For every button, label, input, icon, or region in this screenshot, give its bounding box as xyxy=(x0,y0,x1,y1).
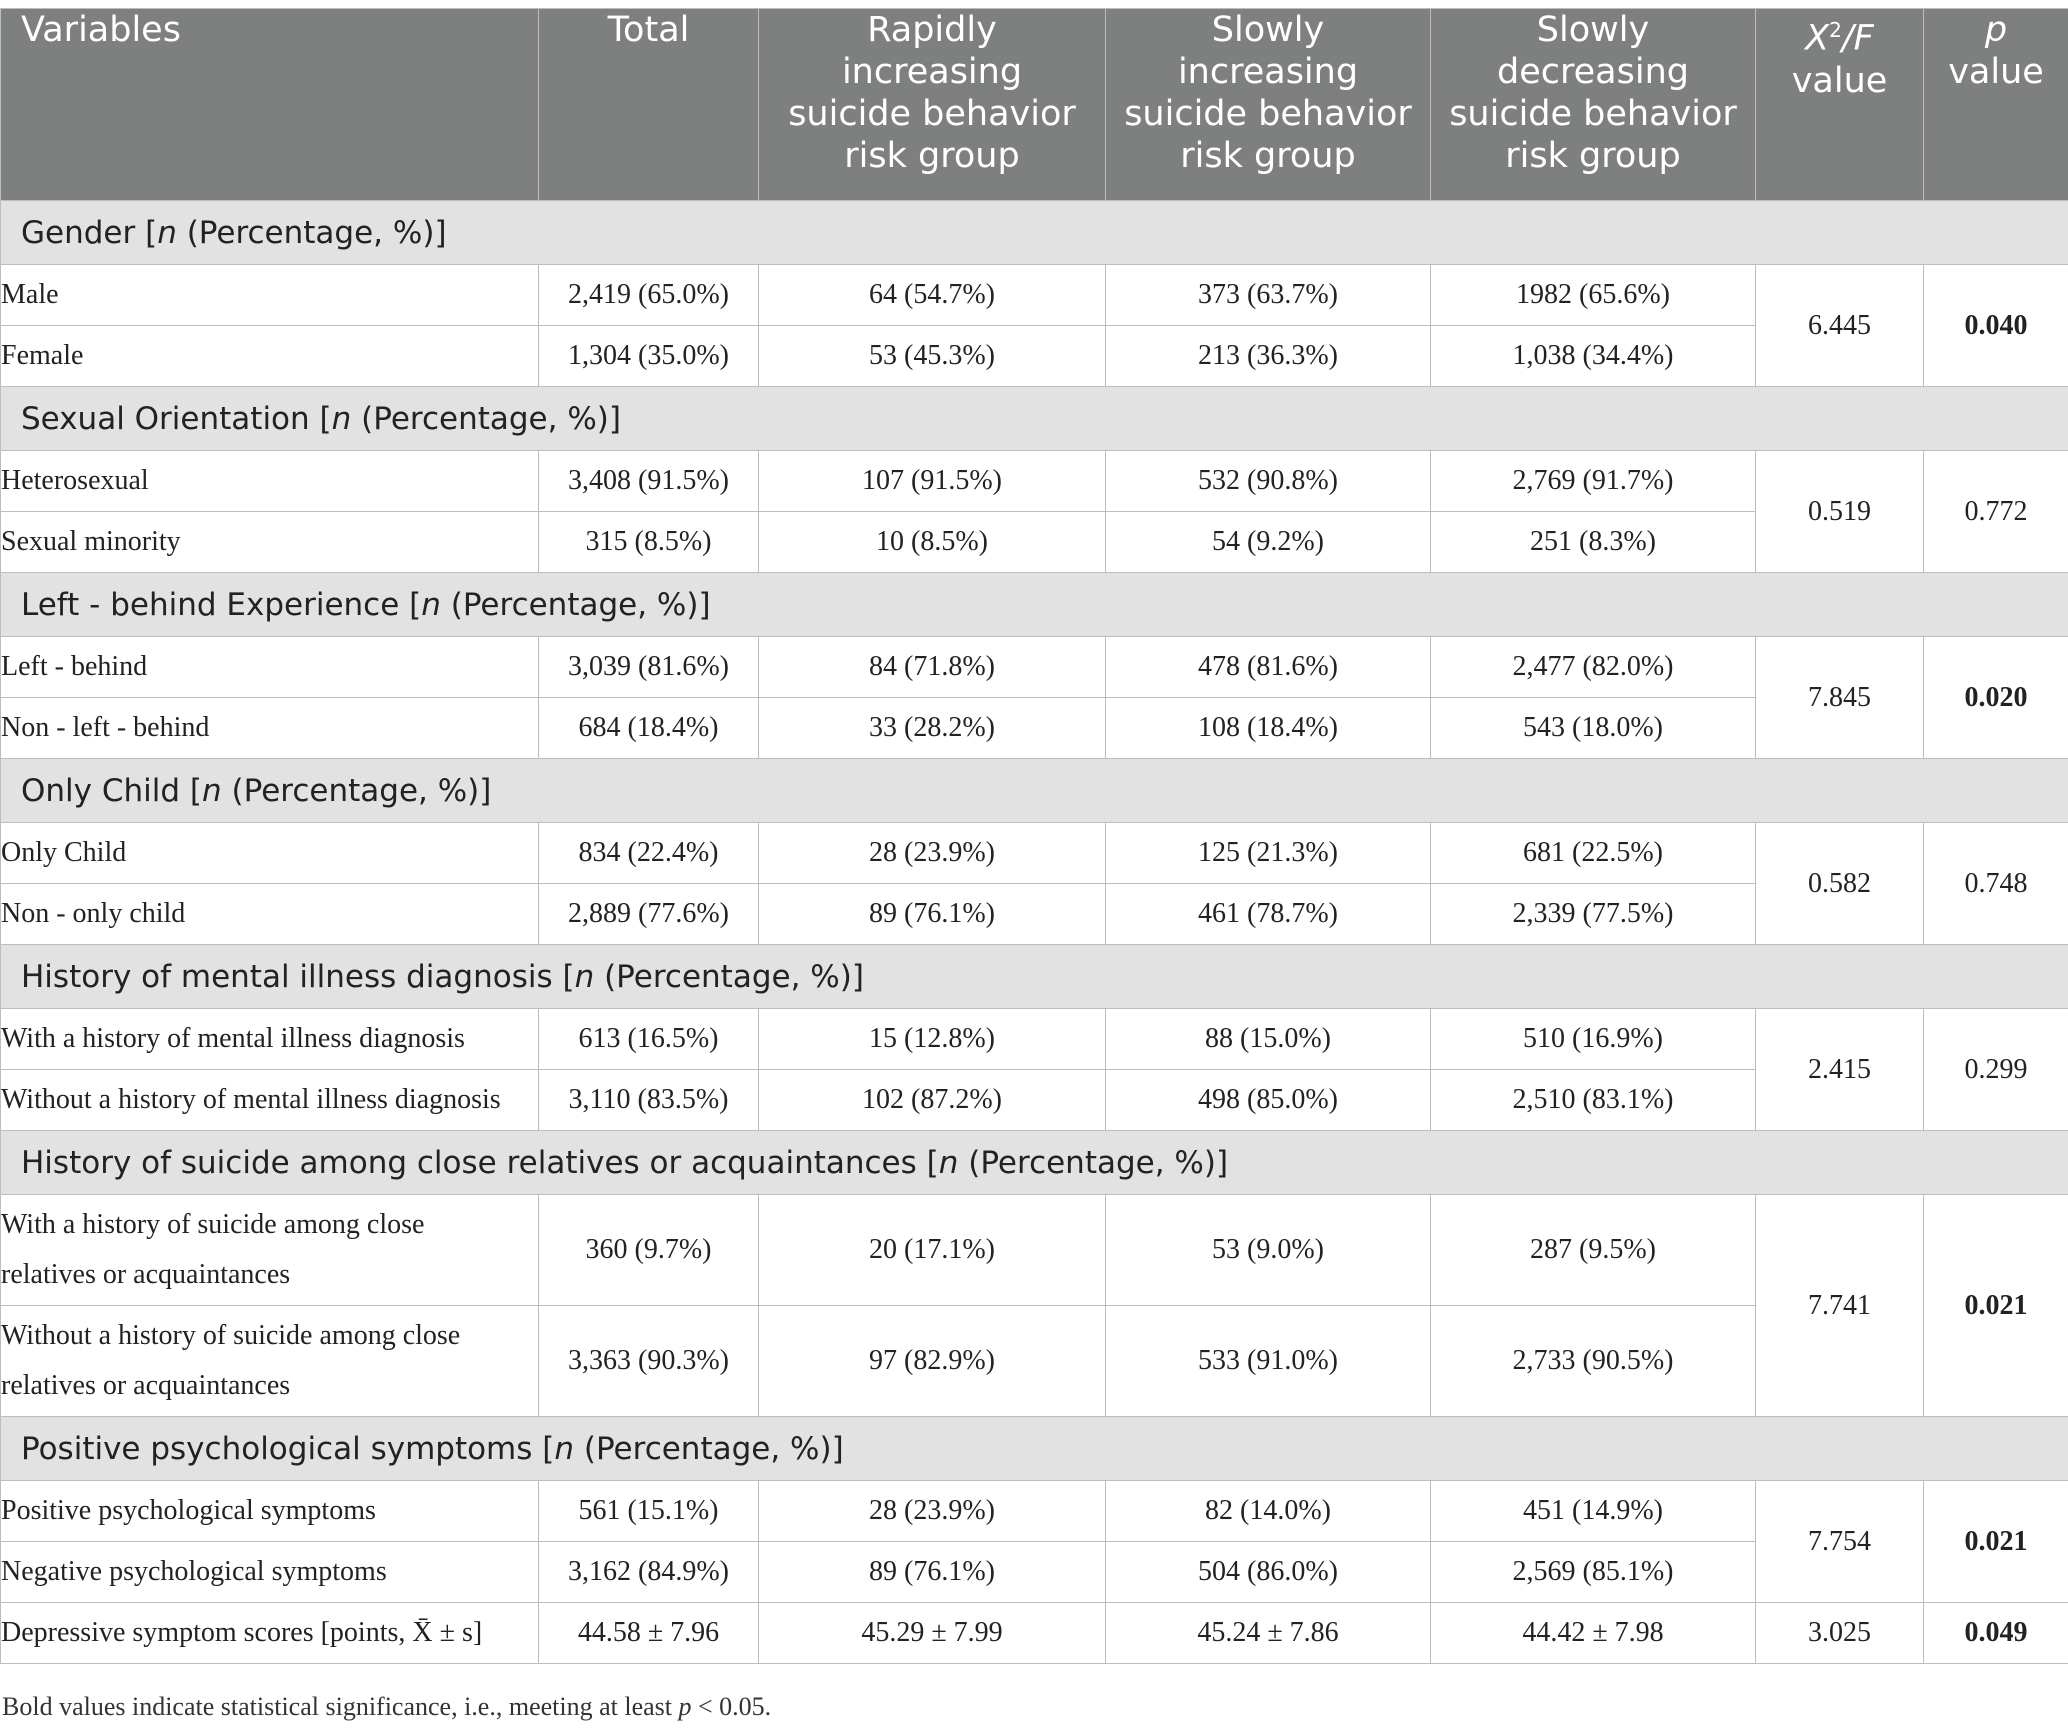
table-row: With a history of suicide among close relatives or acquaintances 360 (9.7%) 20 (17.1%) 53 (9.0%) 287 (9.5%) 7.741 0.021 xyxy=(1,1195,2068,1306)
p-value: 0.020 xyxy=(1924,637,2068,759)
table-row: Non - left - behind 684 (18.4%) 33 (28.2%) 108 (18.4%) 543 (18.0%) xyxy=(1,698,2068,759)
header-slowly-decreasing: Slowly decreasing suicide behavior risk group xyxy=(1431,9,1756,201)
p-value: 0.748 xyxy=(1924,823,2068,945)
header-slowly-increasing: Slowly increasing suicide behavior risk group xyxy=(1106,9,1431,201)
section-mental-illness: History of mental illness diagnosis [n (Percentage, %)] xyxy=(1,945,2068,1009)
header-rapidly-increasing: Rapidly increasing suicide behavior risk group xyxy=(759,9,1106,201)
stat-value: 0.582 xyxy=(1756,823,1924,945)
stat-value: 0.519 xyxy=(1756,451,1924,573)
section-only-child: Only Child [n (Percentage, %)] xyxy=(1,759,2068,823)
table-row: Sexual minority 315 (8.5%) 10 (8.5%) 54 (9.2%) 251 (8.3%) xyxy=(1,512,2068,573)
table-row: Only Child 834 (22.4%) 28 (23.9%) 125 (21.3%) 681 (22.5%) 0.582 0.748 xyxy=(1,823,2068,884)
p-value: 0.021 xyxy=(1924,1195,2068,1417)
table-row: Without a history of mental illness diagnosis 3,110 (83.5%) 102 (87.2%) 498 (85.0%) 2,510 (83.1%) xyxy=(1,1070,2068,1131)
section-left-behind: Left - behind Experience [n (Percentage, %)] xyxy=(1,573,2068,637)
p-value: 0.021 xyxy=(1924,1481,2068,1603)
section-suicide-relatives: History of suicide among close relatives or acquaintances [n (Percentage, %)] xyxy=(1,1131,2068,1195)
table-row: Without a history of suicide among close relatives or acquaintances 3,363 (90.3%) 97 (82.9%) 533 (91.0%) 2,733 (90.5%) xyxy=(1,1306,2068,1417)
stat-value: 7.754 xyxy=(1756,1481,1924,1603)
table-row: Heterosexual 3,408 (91.5%) 107 (91.5%) 532 (90.8%) 2,769 (91.7%) 0.519 0.772 xyxy=(1,451,2068,512)
table-row: Positive psychological symptoms 561 (15.1%) 28 (23.9%) 82 (14.0%) 451 (14.9%) 7.754 0.021 xyxy=(1,1481,2068,1542)
header-statistic: $X^2/F$ value xyxy=(1756,9,1924,201)
header-variables: Variables xyxy=(1,9,539,201)
results-table xyxy=(0,8,2068,1664)
stat-value: 3.025 xyxy=(1756,1603,1924,1664)
table-row: Non - only child 2,889 (77.6%) 89 (76.1%) 461 (78.7%) 2,339 (77.5%) xyxy=(1,884,2068,945)
table-row: Male 2,419 (65.0%) 64 (54.7%) 373 (63.7%) 1982 (65.6%) 6.445 0.040 xyxy=(1,265,2068,326)
section-gender: Gender [n (Percentage, %)] xyxy=(1,201,2068,265)
section-psychological-symptoms: Positive psychological symptoms [n (Percentage, %)] xyxy=(1,1417,2068,1481)
table-row: With a history of mental illness diagnosis 613 (16.5%) 15 (12.8%) 88 (15.0%) 510 (16.9%) 2.415 0.299 xyxy=(1,1009,2068,1070)
table-row-depressive: Depressive symptom scores [points, X̄ ± s] 44.58 ± 7.96 45.29 ± 7.99 45.24 ± 7.86 44.42 ± 7.98 3.025 0.049 xyxy=(1,1603,2068,1664)
table-row: Female 1,304 (35.0%) 53 (45.3%) 213 (36.3%) 1,038 (34.4%) xyxy=(1,326,2068,387)
section-sexual-orientation: Sexual Orientation [n (Percentage, %)] xyxy=(1,387,2068,451)
stat-value: 6.445 xyxy=(1756,265,1924,387)
p-value: 0.049 xyxy=(1924,1603,2068,1664)
p-value: 0.772 xyxy=(1924,451,2068,573)
table-row: Left - behind 3,039 (81.6%) 84 (71.8%) 478 (81.6%) 2,477 (82.0%) 7.845 0.020 xyxy=(1,637,2068,698)
p-value: 0.299 xyxy=(1924,1009,2068,1131)
p-value: 0.040 xyxy=(1924,265,2068,387)
table-row: Negative psychological symptoms 3,162 (84.9%) 89 (76.1%) 504 (86.0%) 2,569 (85.1%) xyxy=(1,1542,2068,1603)
header-row xyxy=(1,9,2068,201)
stat-value: 2.415 xyxy=(1756,1009,1924,1131)
header-p-value: p value xyxy=(1924,9,2068,201)
header-total: Total xyxy=(539,9,759,201)
stat-value: 7.741 xyxy=(1756,1195,1924,1417)
table-footnote: Bold values indicate statistical significance, i.e., meeting at least p < 0.05. xyxy=(2,1692,772,1721)
stat-value: 7.845 xyxy=(1756,637,1924,759)
